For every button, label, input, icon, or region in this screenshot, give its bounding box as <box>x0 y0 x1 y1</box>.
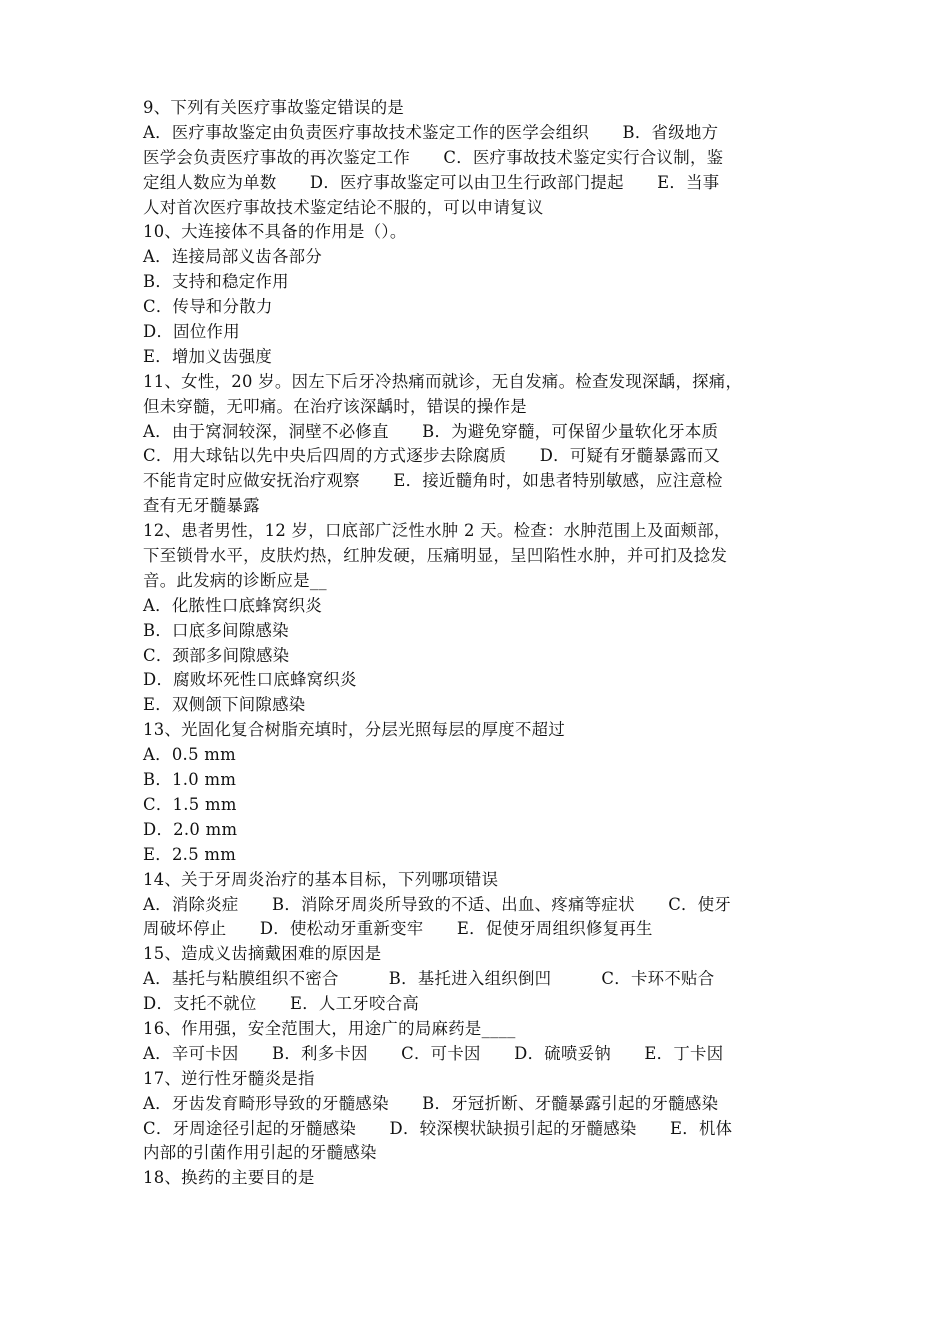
text-line: B．口底多间隙感染 <box>143 620 289 640</box>
text-line: 医学会负责医疗事故的再次鉴定工作 C．医疗事故技术鉴定实行合议制，鉴 <box>143 147 724 167</box>
text-line: 12、患者男性，12 岁，口底部广泛性水肿 2 天。检查：水肿范围上及面颊部， <box>143 521 731 541</box>
text-line: B．支持和稳定作用 <box>143 272 289 292</box>
text-line: 音。此发病的诊断应是__ <box>143 570 327 590</box>
text-line: B．1.0 mm <box>143 770 237 790</box>
text-line: 内部的引菌作用引起的牙髓感染 <box>143 1143 377 1163</box>
text-line: A．0.5 mm <box>143 745 236 765</box>
text-line: 11、女性，20 岁。因左下后牙冷热痛而就诊，无自发痛。检查发现深龋，探痛， <box>143 371 743 391</box>
text-line: A．由于窝洞较深，洞壁不必修直 B．为避免穿髓，可保留少量软化牙本质 <box>143 421 719 441</box>
text-line: C．颈部多间隙感染 <box>143 645 290 665</box>
text-line: 16、作用强，安全范围大，用途广的局麻药是____ <box>143 1018 516 1038</box>
text-line: 18、换药的主要目的是 <box>143 1168 315 1188</box>
text-line: D．腐败坏死性口底蜂窝织炎 <box>143 670 357 690</box>
text-line: A．消除炎症 B．消除牙周炎所导致的不适、出血、疼痛等症状 C．使牙 <box>143 894 732 914</box>
text-line: 10、大连接体不具备的作用是（）。 <box>143 222 407 242</box>
text-line: 但未穿髓，无叩痛。在治疗该深龋时，错误的操作是 <box>143 396 527 416</box>
text-line: A．牙齿发育畸形导致的牙髓感染 B．牙冠折断、牙髓暴露引起的牙髓感染 <box>143 1093 719 1113</box>
text-line: C．传导和分散力 <box>143 297 273 317</box>
text-line: E．增加义齿强度 <box>143 346 273 366</box>
text-line: 15、造成义齿摘戴困难的原因是 <box>143 944 382 964</box>
text-line: E．2.5 mm <box>143 844 237 864</box>
text-line: A．化脓性口底蜂窝织炎 <box>143 595 323 615</box>
text-line: E．双侧颌下间隙感染 <box>143 695 306 715</box>
text-line: 13、光固化复合树脂充填时，分层光照每层的厚度不超过 <box>143 720 566 740</box>
text-line: D．2.0 mm <box>143 819 238 839</box>
text-line: 17、逆行性牙髓炎是指 <box>143 1068 315 1088</box>
text-line: 不能肯定时应做安抚治疗观察 E．接近髓角时，如患者特别敏感，应注意检 <box>143 471 723 491</box>
text-line: 定组人数应为单数 D．医疗事故鉴定可以由卫生行政部门提起 E．当事 <box>143 172 720 192</box>
text-line: A．辛可卡因 B．利多卡因 C．可卡因 D．硫喷妥钠 E．丁卡因 <box>143 1043 724 1063</box>
text-line: A．基托与粘膜组织不密合 B．基托进入组织倒凹 C．卡环不贴合 <box>143 969 715 989</box>
text-line: 查有无牙髓暴露 <box>143 496 260 516</box>
text-line: D．支托不就位 E．人工牙咬合高 <box>143 994 420 1014</box>
text-line: 周破坏停止 D．使松动牙重新变牢 E．促使牙周组织修复再生 <box>143 919 653 939</box>
text-line: C．牙周途径引起的牙髓感染 D．较深楔状缺损引起的牙髓感染 E．机体 <box>143 1118 733 1138</box>
text-line: A．医疗事故鉴定由负责医疗事故技术鉴定工作的医学会组织 B．省级地方 <box>143 122 719 142</box>
text-line: 9、下列有关医疗事故鉴定错误的是 <box>143 98 405 117</box>
text-line: C．1.5 mm <box>143 794 237 814</box>
text-line: 下至锁骨水平，皮肤灼热，红肿发硬，压痛明显，呈凹陷性水肿，并可扪及捻发 <box>143 546 728 566</box>
document-body <box>143 96 808 1191</box>
text-line: A．连接局部义齿各部分 <box>143 247 323 267</box>
text-line: C．用大球钻以先中央后四周的方式逐步去除腐质 D．可疑有牙髓暴露而又 <box>143 446 721 466</box>
text-line: 14、关于牙周炎治疗的基本目标，下列哪项错误 <box>143 869 499 889</box>
text-line: D．固位作用 <box>143 322 240 342</box>
text-line: 人对首次医疗事故技术鉴定结论不服的，可以申请复议 <box>143 197 544 217</box>
